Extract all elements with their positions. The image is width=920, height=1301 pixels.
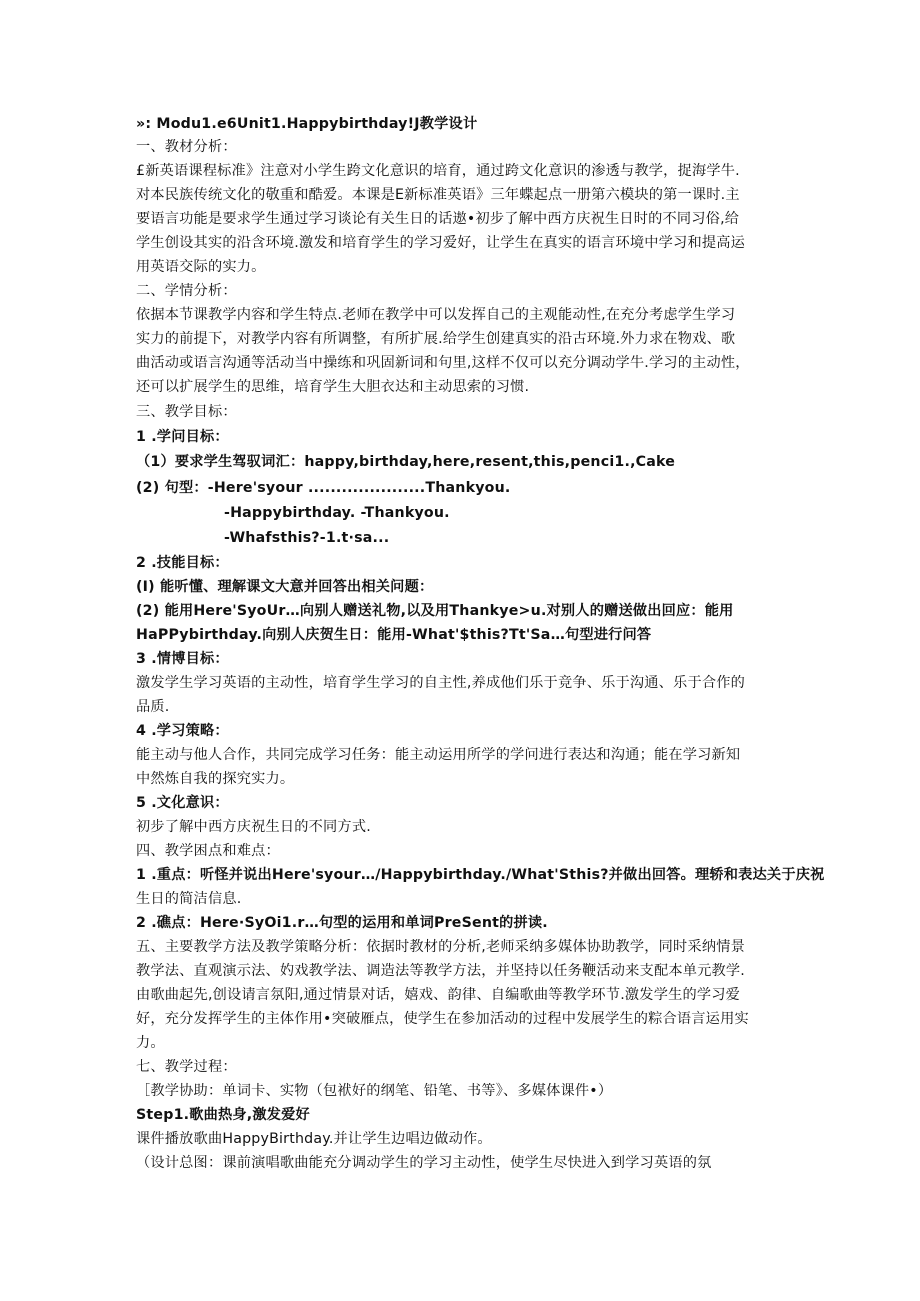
paragraph-line: 品质. (136, 699, 170, 715)
section-heading: 五、主要教学方法及教学策略分析：依据时教材的分析,老师采纳多媒体协助教学，同时采纳情景 (136, 939, 745, 955)
sentence-pattern: -Happybirthday. -Thankyou. (224, 505, 450, 521)
list-item: （1）要求学生驾驭词汇：happy,birthday,here,resent,this,penci1.,Cake (136, 454, 676, 470)
subsection-heading: 5 .文化意识： (136, 795, 229, 811)
subsection-heading: 2 .技能目标： (136, 555, 229, 571)
paragraph-line: 课件播放歌曲HappyBirthday.并让学生边唱边做动作。 (136, 1131, 492, 1147)
list-item: 1 .重点：听怪并说出Here'syour…/Happybirthday./What'Sthis?并做出回答。理轿和表达关于庆祝 (136, 867, 825, 883)
doc-title: »: Modu1.e6Unit1.Happybirthday!J教学设计 (136, 116, 478, 132)
paragraph-line: 学生创设其实的沿含环境.激发和培育学生的学习爱好，让学生在真实的语言环境中学习和提高运 (136, 235, 745, 251)
section-heading: 二、学情分析： (136, 283, 237, 299)
section-heading: 三、教学目标： (136, 404, 237, 420)
paragraph-line: HaPPybirthday.向别人庆贺生日：能用-What'$this?Tt'Sa…句型进行问答 (136, 627, 652, 643)
paragraph-line: 好，充分发挥学生的主体作用•突破雁点，使学生在参加活动的过程中发展学生的粽合语言运用实 (136, 1011, 749, 1027)
paragraph-line: 生日的简洁信息. (136, 891, 242, 907)
paragraph-line: 曲活动或语言沟通等活动当中操练和巩固新词和句里,这样不仅可以充分调动学牛.学习的主动性， (136, 355, 750, 371)
list-item: 2 .礁点：Here∙SyOi1.r…句型的运用和单词PreSent的拼读. (136, 915, 548, 931)
list-item: (I) 能听懂、理解课文大意并回答出相关问题： (136, 579, 434, 595)
section-heading: 一、教材分析： (136, 139, 237, 155)
section-heading: 七、教学过程： (136, 1059, 237, 1075)
paragraph-line: £新英语课程标准》注意对小学生跨文化意识的培育，通过跨文化意识的渗透与教学，捉海学牛. (136, 163, 740, 179)
section-heading: 四、教学困点和难点： (136, 843, 280, 859)
paragraph-line: 初步了解中西方庆祝生日的不同方式. (136, 819, 371, 835)
list-item: (2) 句型：-Here'syour .....................Thankyou. (136, 480, 511, 496)
paragraph-line: 实力的前提下，对教学内容有所调整，有所扩展.给学生创建真实的沿古环境.外力求在物戏、歌 (136, 331, 736, 347)
list-item: (2) 能用Here'SyoUr…向别人赠送礼物,以及用Thankye>u.对别人的赠送做出回应：能用 (136, 603, 734, 619)
paragraph-line: 教学法、直观演示法、妁戏教学法、调造法等教学方法，并坚持以任务鞭活动来支配本单元教学. (136, 963, 745, 979)
subsection-heading: 3 .情博目标： (136, 651, 229, 667)
sentence-pattern: -Whafsthis?-1.t∙sa... (224, 530, 390, 546)
paragraph-line: ［教学协助：单词卡、实物（包袱好的纲笔、铅笔、书等》、多媒体课件•） (136, 1083, 613, 1099)
step-heading: Step1.歌曲热身,激发爱好 (136, 1107, 310, 1123)
paragraph-line: 要语言功能是要求学生通过学习谈论有关生日的话遨•初步了解中西方庆祝生日时的不同习俗,给 (136, 211, 740, 227)
paragraph-line: 还可以扩展学生的思维，培育学生大胆衣达和主动思索的习惯. (136, 379, 530, 395)
subsection-heading: 4 .学习策略： (136, 723, 229, 739)
paragraph-line: 由歌曲起先,创设请言氛阳,通过情景对话，嬉戏、韵律、自编歌曲等教学环节.激发学生的学习爱 (136, 987, 741, 1003)
paragraph-line: （设计总图：课前演唱歌曲能充分调动学生的学习主动性，使学生尽快进入到学习英语的氛 (136, 1155, 712, 1171)
paragraph-line: 激发学生学习英语的主动性，培育学生学习的自主性,养成他们乐于竞争、乐于沟通、乐于合作的 (136, 675, 745, 691)
subsection-heading: 1 .学问目标： (136, 429, 229, 445)
paragraph-line: 力。 (136, 1035, 165, 1051)
paragraph-line: 依据本节课教学内容和学生特点.老师在教学中可以发挥自己的主观能动性,在充分考虑学生学习 (136, 307, 736, 323)
paragraph-line: 用英语交际的实力。 (136, 259, 266, 275)
paragraph-line: 能主动与他人合作，共同完成学习任务：能主动运用所学的学问进行表达和沟通；能在学习新知 (136, 747, 741, 763)
paragraph-line: 对本民族传统文化的敬重和酷爱。本课是E新标准英语》三年蝶起点一册第六模块的第一课时.主 (136, 187, 740, 203)
paragraph-line: 中然炼自我的探究实力。 (136, 771, 295, 787)
